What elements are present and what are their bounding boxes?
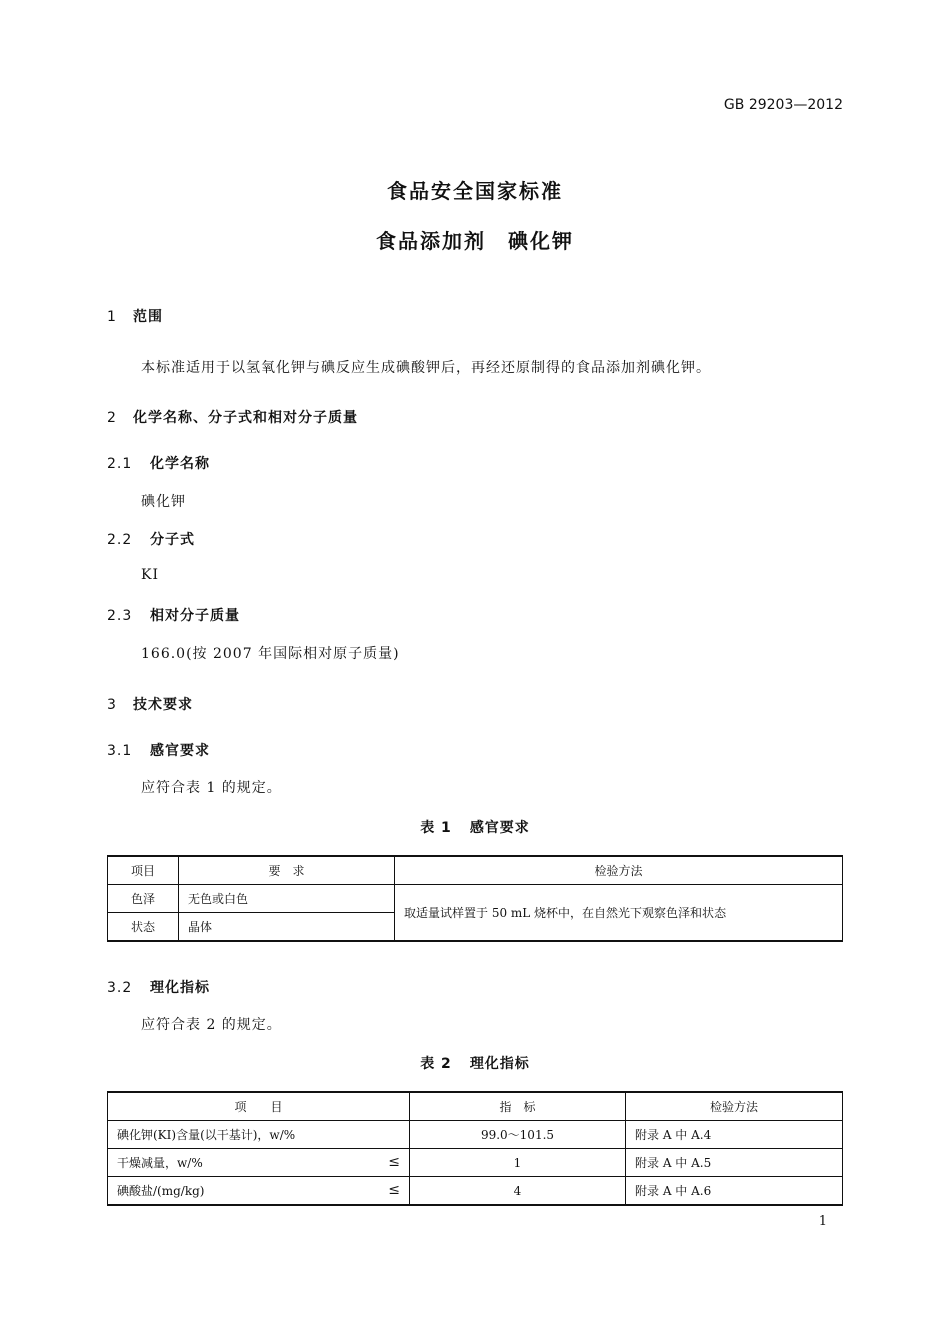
table-header-row — [108, 1092, 843, 1121]
table-row — [108, 1121, 843, 1149]
section-number: 3.2 — [107, 980, 133, 996]
section-number: 2.3 — [107, 608, 133, 624]
table-2-caption — [0, 1053, 950, 1073]
section-3-1-heading — [107, 740, 210, 760]
cell-value: 1 — [410, 1149, 626, 1177]
table-label: 表 2 — [420, 1056, 452, 1072]
cell-item — [108, 1121, 410, 1149]
section-3-2-heading — [107, 977, 210, 997]
table-row — [108, 1149, 843, 1177]
section-number: 2 — [107, 410, 117, 426]
section-2-2-heading — [107, 529, 195, 549]
cell-requirement: 晶体 — [179, 913, 395, 942]
page-number: 1 — [818, 1214, 827, 1229]
cell-requirement: 无色或白色 — [179, 885, 395, 913]
section-2-heading — [107, 407, 358, 427]
document-subtitle: 食品添加剂 碘化钾 — [376, 229, 574, 253]
section-number: 1 — [107, 309, 117, 325]
standard-number: GB 29203—2012 — [723, 97, 843, 113]
section-3-1-text: 应符合表 1 的规定。 — [141, 780, 282, 796]
column-header: 项目 — [108, 856, 179, 885]
section-title: 理化指标 — [150, 980, 210, 996]
section-title: 技术要求 — [133, 697, 193, 713]
column-header: 检验方法 — [626, 1092, 843, 1121]
cell-method: 取适量试样置于 50 mL 烧杯中，在自然光下观察色泽和状态 — [395, 885, 843, 942]
section-1-heading — [107, 306, 163, 326]
table-row — [108, 1177, 843, 1206]
section-1-text: 本标准适用于以氢氧化钾与碘反应生成碘酸钾后，再经还原制得的食品添加剂碘化钾。 — [141, 360, 711, 376]
cell-method: 附录 A 中 A.4 — [626, 1121, 843, 1149]
cell-method: 附录 A 中 A.5 — [626, 1149, 843, 1177]
section-number: 3 — [107, 697, 117, 713]
section-title: 化学名称 — [150, 456, 210, 472]
table-label: 表 1 — [420, 820, 452, 836]
cell-item: 状态 — [108, 913, 179, 942]
section-number: 3.1 — [107, 743, 133, 759]
table-title: 理化指标 — [469, 1056, 530, 1072]
cell-method: 附录 A 中 A.6 — [626, 1177, 843, 1206]
table-1-caption — [0, 817, 950, 837]
section-3-2-text: 应符合表 2 的规定。 — [141, 1017, 282, 1033]
cell-item — [108, 1177, 410, 1206]
item-label: 干燥减量，w/% — [117, 1156, 203, 1170]
section-number: 2.2 — [107, 532, 133, 548]
section-2-3-text: 166.0(按 2007 年国际相对原子质量) — [141, 646, 400, 662]
column-header: 检验方法 — [395, 856, 843, 885]
section-2-3-heading — [107, 605, 240, 625]
table-header-row — [108, 856, 843, 885]
comparison-sign: ≤ — [388, 1154, 400, 1170]
cell-item — [108, 1149, 410, 1177]
section-2-1-text: 碘化钾 — [141, 494, 186, 510]
column-header: 指 标 — [410, 1092, 626, 1121]
column-header: 项 目 — [108, 1092, 410, 1121]
section-title: 化学名称、分子式和相对分子质量 — [133, 410, 358, 426]
cell-value: 4 — [410, 1177, 626, 1206]
column-header: 要 求 — [179, 856, 395, 885]
section-2-2-text: KI — [141, 567, 159, 583]
section-title: 感官要求 — [150, 743, 210, 759]
section-number: 2.1 — [107, 456, 133, 472]
comparison-sign: ≤ — [388, 1182, 400, 1198]
item-label: 碘酸盐/(mg/kg) — [117, 1184, 205, 1198]
table-title: 感官要求 — [469, 820, 530, 836]
table-1 — [107, 855, 843, 942]
cell-value: 99.0～101.5 — [410, 1121, 626, 1149]
table-2 — [107, 1091, 843, 1206]
section-3-heading — [107, 694, 193, 714]
cell-item: 色泽 — [108, 885, 179, 913]
section-2-1-heading — [107, 453, 210, 473]
table-row — [108, 885, 843, 913]
section-title: 范围 — [133, 309, 163, 325]
section-title: 分子式 — [150, 532, 195, 548]
section-title: 相对分子质量 — [150, 608, 240, 624]
document-title: 食品安全国家标准 — [387, 179, 563, 203]
item-label: 碘化钾(KI)含量(以干基计)，w/% — [117, 1128, 296, 1142]
